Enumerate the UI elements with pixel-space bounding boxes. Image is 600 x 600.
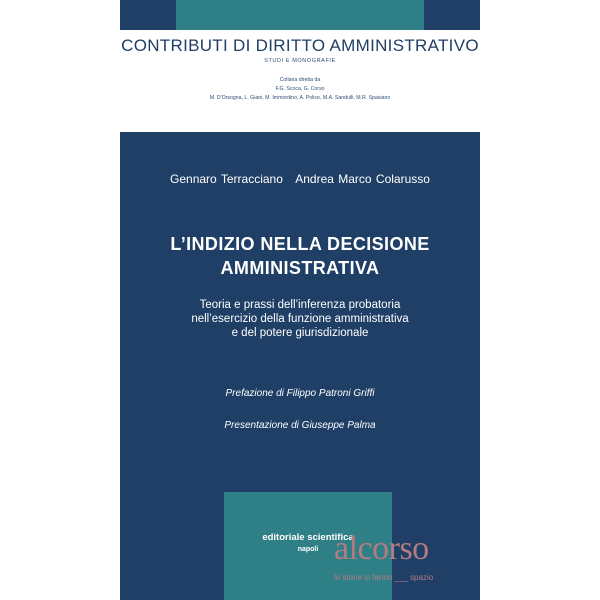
watermark-brand: alcorso (334, 530, 429, 567)
subtitle-line: Teoria e prassi dell’inferenza probatoria (199, 299, 401, 311)
title-line: AMMINISTRATIVA (220, 258, 380, 278)
series-editors (120, 76, 480, 103)
author-name: Andrea Marco Colarusso (295, 172, 430, 186)
author-name: Gennaro Terracciano (170, 172, 283, 186)
top-color-band (176, 0, 424, 30)
book-subtitle (120, 298, 480, 340)
authors (120, 172, 480, 186)
editors-line: M. D'Orsogna, L. Giani, M. Immordino, A. Police, M.A. Sandulli, M.R. Spasiano (209, 95, 391, 101)
subtitle-line: nell’esercizio della funzione amministrativa (191, 313, 409, 325)
series-title: CONTRIBUTI DI DIRITTO AMMINISTRATIVO (121, 36, 479, 55)
subtitle-line: e del potere giurisdizionale (231, 327, 369, 339)
editors-line: Collana diretta da (279, 77, 321, 83)
title-line: L’INDIZIO NELLA DECISIONE (170, 234, 430, 254)
watermark-tagline: le storie si fanno ___ spazio (334, 573, 434, 582)
publisher-city: napoli (297, 546, 319, 553)
series-subtitle: STUDI E MONOGRAFIE (264, 58, 336, 64)
editors-line: F.G. Scoca, G. Corso (275, 86, 325, 92)
prefazione-credit: Prefazione di Filippo Patroni Griffi (225, 388, 375, 399)
book-title (120, 232, 480, 280)
publisher-name: editoriale scientifica (262, 532, 354, 543)
presentazione-credit: Presentazione di Giuseppe Palma (224, 420, 376, 431)
book-cover (120, 0, 480, 600)
